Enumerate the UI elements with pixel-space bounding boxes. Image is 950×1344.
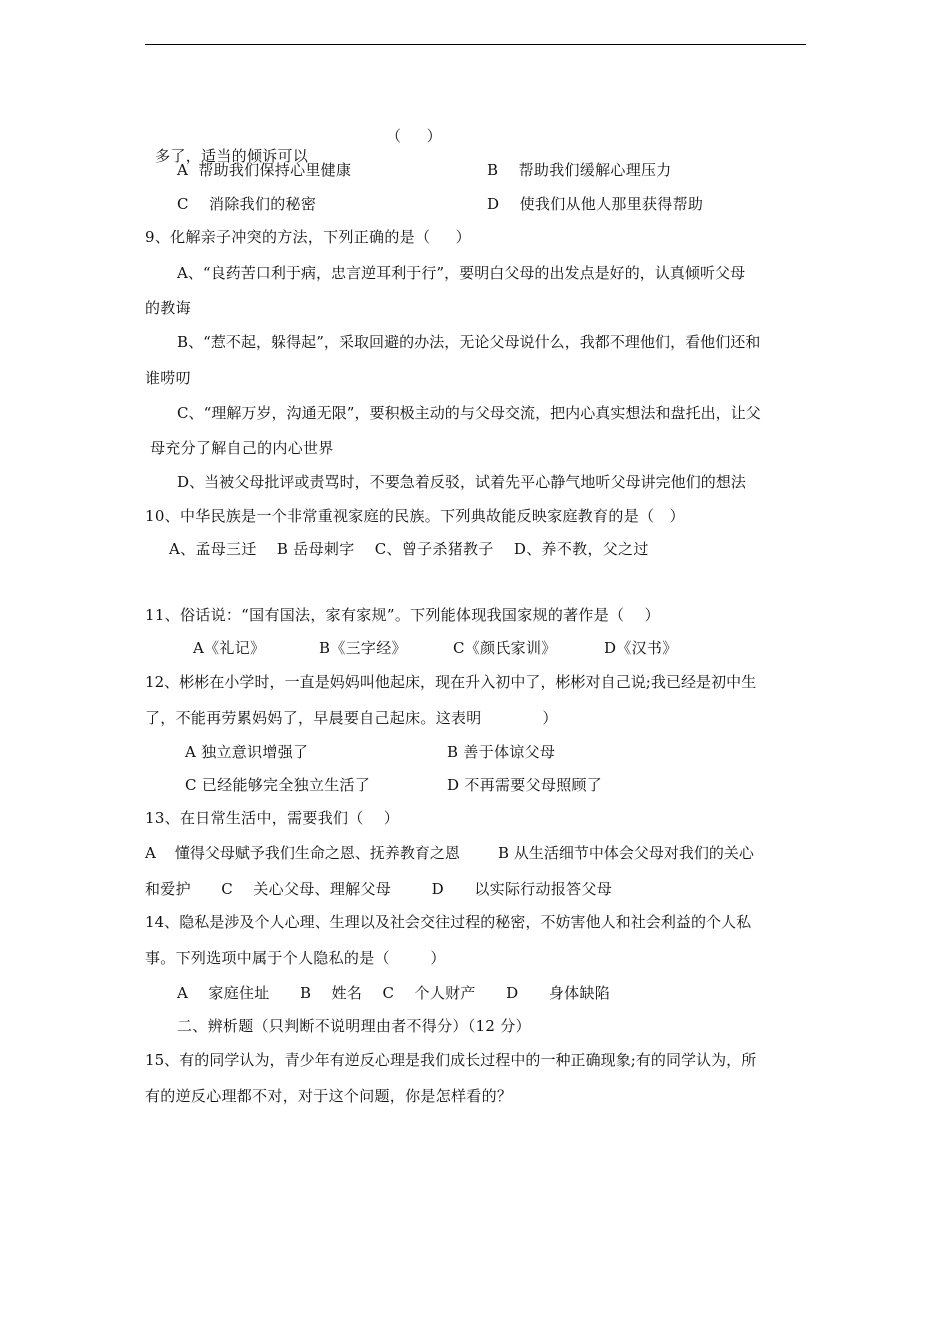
q13-options-line2: 和爱护 C 关心父母、理解父母 D 以实际行动报答父母 xyxy=(145,880,613,898)
q15-line1: 15、有的同学认为，青少年有逆反心理是我们成长过程中的一种正确现象;有的同学认为，所 xyxy=(145,1051,757,1069)
q12-option-a: A 独立意识增强了 xyxy=(185,743,309,761)
q8-answer-blank: （ ） xyxy=(386,127,442,145)
q11-option-b: B《三字经》 xyxy=(319,639,407,657)
q14-options: A 家庭住址 B 姓名 C 个人财产 D 身体缺陷 xyxy=(177,984,611,1002)
q15-line2: 有的逆反心理都不对，对于这个问题，你是怎样看的？ xyxy=(145,1087,513,1105)
q12-stem-line2: 了，不能再劳累妈妈了，早晨要自己起床。这表明 ） xyxy=(145,709,558,727)
q9-option-a-line1: A、“良药苦口利于病，忠言逆耳利于行”，要明白父母的出发点是好的，认真倾听父母 xyxy=(177,264,746,282)
q9-option-b-line1: B、“惹不起，躲得起”，采取回避的办法，无论父母说什么，我都不理他们，看他们还和 xyxy=(177,333,761,351)
q11-option-a: A《礼记》 xyxy=(193,639,266,657)
q9-option-a-line2: 的教诲 xyxy=(145,299,191,317)
q8-option-d: D 使我们从他人那里获得帮助 xyxy=(487,195,704,213)
q14-stem-line2: 事。下列选项中属于个人隐私的是（ ） xyxy=(145,949,446,967)
header-rule xyxy=(145,44,806,45)
q11-option-c: C《颜氏家训》 xyxy=(453,639,557,657)
section2-title: 二、辨析题（只判断不说明理由者不得分）（12 分） xyxy=(177,1017,531,1035)
q11-stem: 11、俗话说：“国有国法，家有家规”。下列能体现我国家规的著作是（ ） xyxy=(145,606,660,624)
q8-option-b: B 帮助我们缓解心理压力 xyxy=(487,161,672,179)
q9-option-c-line2: 母充分了解自己的内心世界 xyxy=(150,439,334,457)
q13-stem: 13、在日常生活中，需要我们（ ） xyxy=(145,809,400,827)
q8-option-a: A 帮助我们保持心里健康 xyxy=(177,161,352,179)
q8-stem-tail: 多了，适当的倾诉可以 xyxy=(155,147,309,165)
q8-option-c: C 消除我们的秘密 xyxy=(177,195,317,213)
q9-option-d: D、当被父母批评或责骂时，不要急着反驳，试着先平心静气地听父母讲完他们的想法 xyxy=(177,473,746,491)
q12-stem-line1: 12、彬彬在小学时，一直是妈妈叫他起床，现在升入初中了，彬彬对自己说;我已经是初中生 xyxy=(145,673,757,691)
q12-option-b: B 善于体谅父母 xyxy=(447,743,556,761)
q14-stem-line1: 14、隐私是涉及个人心理、生理以及社会交往过程的秘密，不妨害他人和社会利益的个人私 xyxy=(145,913,752,931)
q13-options-line1: A 懂得父母赋予我们生命之恩、抚养教育之恩 B 从生活细节中体会父母对我们的关心 xyxy=(145,844,754,862)
q12-option-d: D 不再需要父母照顾了 xyxy=(447,776,603,794)
q10-options: A、孟母三迁 B 岳母刺字 C、曾子杀猪教子 D、养不教，父之过 xyxy=(169,540,649,558)
q10-stem: 10、中华民族是一个非常重视家庭的民族。下列典故能反映家庭教育的是（ ） xyxy=(145,507,685,525)
q9-option-c-line1: C、“理解万岁，沟通无限”，要积极主动的与父母交流，把内心真实想法和盘托出，让父 xyxy=(177,404,761,422)
q11-option-d: D《汉书》 xyxy=(604,639,678,657)
q9-option-b-line2: 谁唠叨 xyxy=(145,369,191,387)
q9-stem: 9、化解亲子冲突的方法，下列正确的是（ ） xyxy=(145,228,471,246)
q12-option-c: C 已经能够完全独立生活了 xyxy=(185,776,371,794)
